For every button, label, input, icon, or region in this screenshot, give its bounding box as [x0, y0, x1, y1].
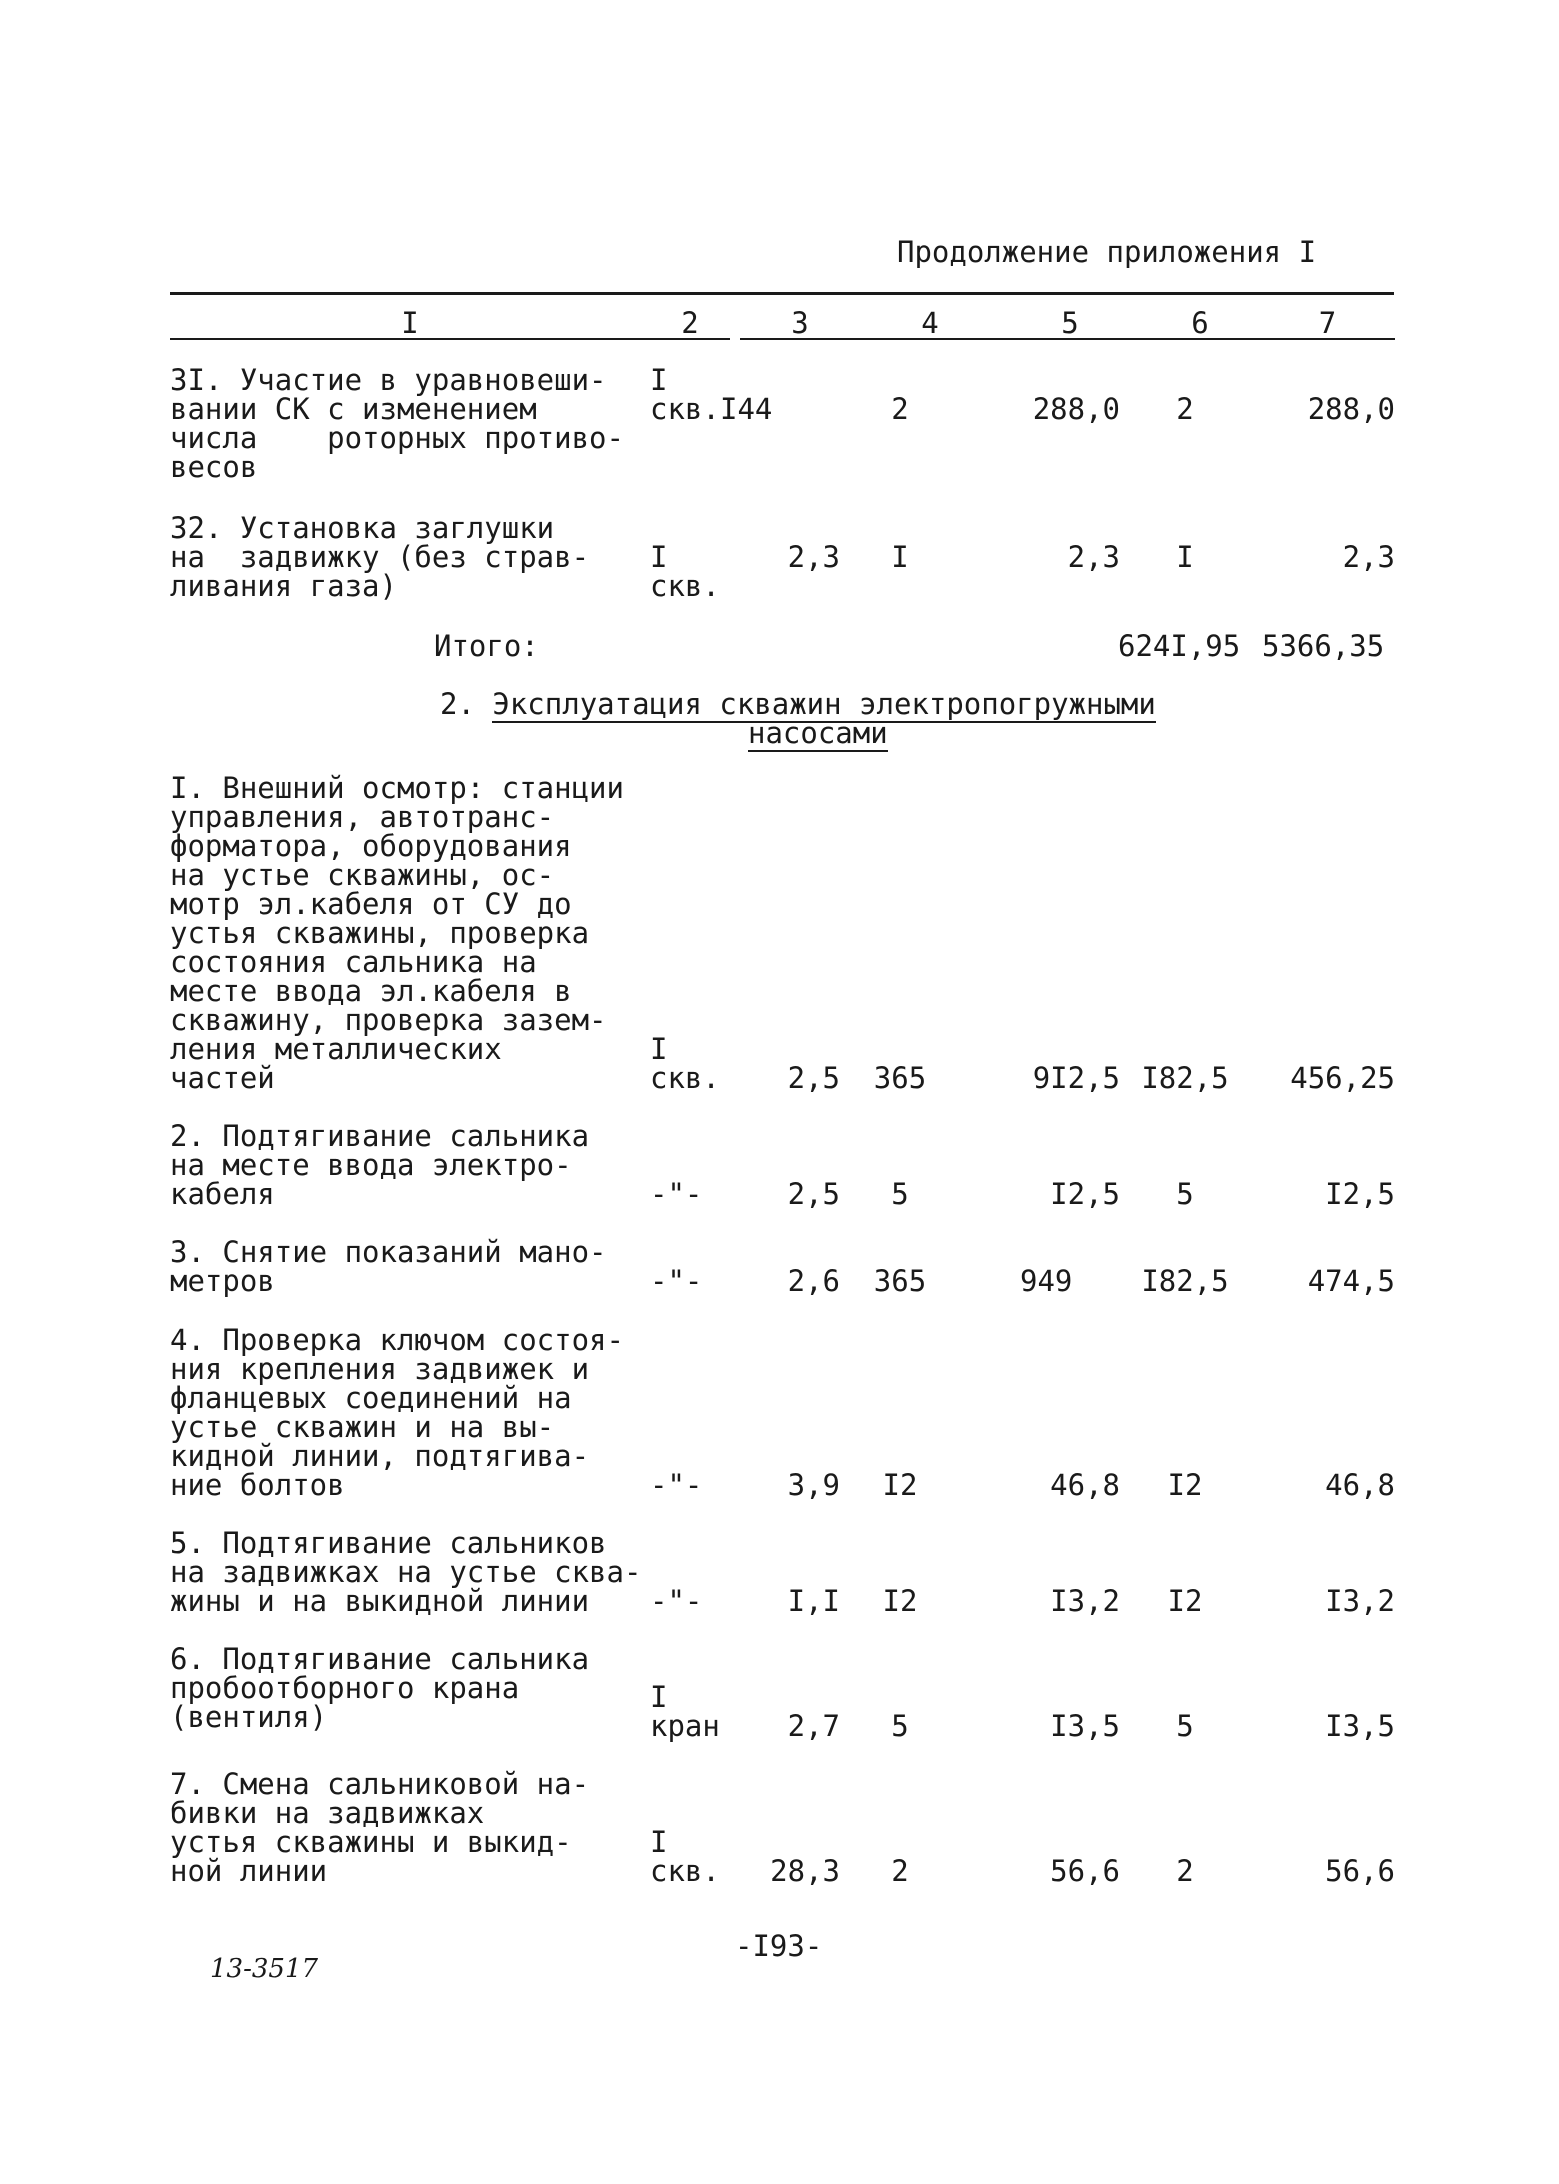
- row-col3: 2,6: [787, 1264, 840, 1298]
- row-description: 2. Подтягивание сальника на месте ввода электро- кабеля: [170, 1119, 590, 1211]
- row-col3: 2,3: [787, 540, 840, 574]
- row-col4: 2: [891, 392, 909, 426]
- row-col4: 365: [873, 1264, 927, 1298]
- row-col7: I3,5: [1325, 1709, 1395, 1743]
- row-col3: I,I: [787, 1584, 840, 1618]
- column-header-3: 3: [740, 309, 860, 340]
- row-unit: I скв.: [650, 363, 720, 426]
- column-header-4: 4: [860, 309, 1000, 340]
- row-unit: I скв.: [650, 540, 720, 603]
- row-col7: 288,0: [1307, 392, 1395, 426]
- row-col6: 5: [1176, 1709, 1194, 1743]
- row-col6: 5: [1176, 1177, 1194, 1211]
- row-col3: 2,5: [787, 1177, 840, 1211]
- total-label: Итого:: [434, 629, 539, 663]
- row-col6: I82,5: [1141, 1061, 1229, 1095]
- row-col6: I: [1176, 540, 1194, 574]
- row-unit: I скв.: [650, 1825, 720, 1888]
- row-description: 32. Установка заглушки на задвижку (без страв- ливания газа): [170, 511, 590, 603]
- row-col6: I2: [1167, 1584, 1203, 1618]
- row-col7: I2,5: [1325, 1177, 1395, 1211]
- section-title-line1: Эксплуатация скважин электропогружными: [492, 687, 1156, 721]
- row-col4: 5: [891, 1177, 909, 1211]
- section-title-line2: насосами: [748, 716, 888, 750]
- section-number: 2.: [440, 687, 475, 721]
- row-col7: 56,6: [1325, 1854, 1395, 1888]
- column-header-6: 6: [1140, 309, 1260, 340]
- row-col7: 474,5: [1307, 1264, 1395, 1298]
- row-col3: 28,3: [770, 1854, 840, 1888]
- row-col7: 46,8: [1325, 1468, 1395, 1502]
- continuation-note: Продолжение приложения I: [897, 235, 1317, 269]
- column-header-1: I: [170, 309, 650, 340]
- row-col3: 3,9: [787, 1468, 840, 1502]
- row-col5: I2,5: [1050, 1177, 1120, 1211]
- section-heading: [440, 687, 1156, 721]
- row-col7: I3,2: [1325, 1584, 1395, 1618]
- row-col6: I82,5: [1141, 1264, 1229, 1298]
- row-description: 4. Проверка ключом состоя- ния крепления задвижек и фланцевых соединений на устье скважин и на вы- кидной линии, подтягива- ние болтов: [170, 1323, 624, 1502]
- row-col5: 46,8: [1050, 1468, 1120, 1502]
- row-description: 3I. Участие в уравновеши- вании СК с изменением числа роторных противо- весов: [170, 363, 624, 484]
- column-header-2: 2: [650, 309, 730, 340]
- row-col6: I2: [1167, 1468, 1203, 1502]
- row-unit: I кран: [650, 1680, 720, 1743]
- row-col5: I3,5: [1050, 1709, 1120, 1743]
- column-header-7: 7: [1260, 309, 1395, 340]
- column-header-5: 5: [1000, 309, 1140, 340]
- total-col6: 624I,95: [1118, 629, 1241, 663]
- row-col4: I2: [882, 1584, 918, 1618]
- row-col3: I44: [720, 392, 773, 426]
- page-number: -I93-: [735, 1929, 823, 1963]
- row-col5: 288,0: [1032, 392, 1120, 426]
- row-unit: I скв.: [650, 1032, 720, 1095]
- row-col5: 949: [1020, 1264, 1073, 1298]
- row-description: 5. Подтягивание сальников на задвижках на устье сква- жины и на выкидной линии: [170, 1526, 642, 1618]
- section-title-line2-wrap: [748, 716, 888, 750]
- row-unit: -"-: [650, 1468, 703, 1502]
- row-col5: 2,3: [1067, 540, 1120, 574]
- table-top-rule: [170, 292, 1394, 295]
- total-col7: 5366,35: [1262, 629, 1385, 663]
- row-description: 7. Смена сальниковой на- бивки на задвижках устья скважины и выкид- ной линии: [170, 1767, 590, 1888]
- row-col5: 9I2,5: [1032, 1061, 1120, 1095]
- row-col5: I3,2: [1050, 1584, 1120, 1618]
- row-unit: -"-: [650, 1177, 703, 1211]
- row-col4: 5: [891, 1709, 909, 1743]
- row-col5: 56,6: [1050, 1854, 1120, 1888]
- row-description: 3. Снятие показаний мано- метров: [170, 1235, 607, 1298]
- row-unit: -"-: [650, 1264, 703, 1298]
- row-col4: I2: [882, 1468, 918, 1502]
- row-col4: I: [891, 540, 909, 574]
- row-col3: 2,7: [787, 1709, 840, 1743]
- row-unit: -"-: [650, 1584, 703, 1618]
- row-col6: 2: [1176, 1854, 1194, 1888]
- row-description: 6. Подтягивание сальника пробоотборного крана (вентиля): [170, 1642, 590, 1734]
- row-col6: 2: [1176, 392, 1194, 426]
- row-col4: 365: [873, 1061, 927, 1095]
- archive-stamp: 13-3517: [210, 1954, 319, 1984]
- row-description: I. Внешний осмотр: станции управления, автотранс- форматора, оборудования на устье скважины, ос- мотр эл.кабеля от СУ до устья скважины, проверка состояния сальника на месте ввода эл.кабеля в скважину, проверка зазем- ления металлических частей: [170, 771, 624, 1095]
- row-col7: 2,3: [1342, 540, 1395, 574]
- row-col7: 456,25: [1290, 1061, 1395, 1095]
- row-col4: 2: [891, 1854, 909, 1888]
- row-col3: 2,5: [787, 1061, 840, 1095]
